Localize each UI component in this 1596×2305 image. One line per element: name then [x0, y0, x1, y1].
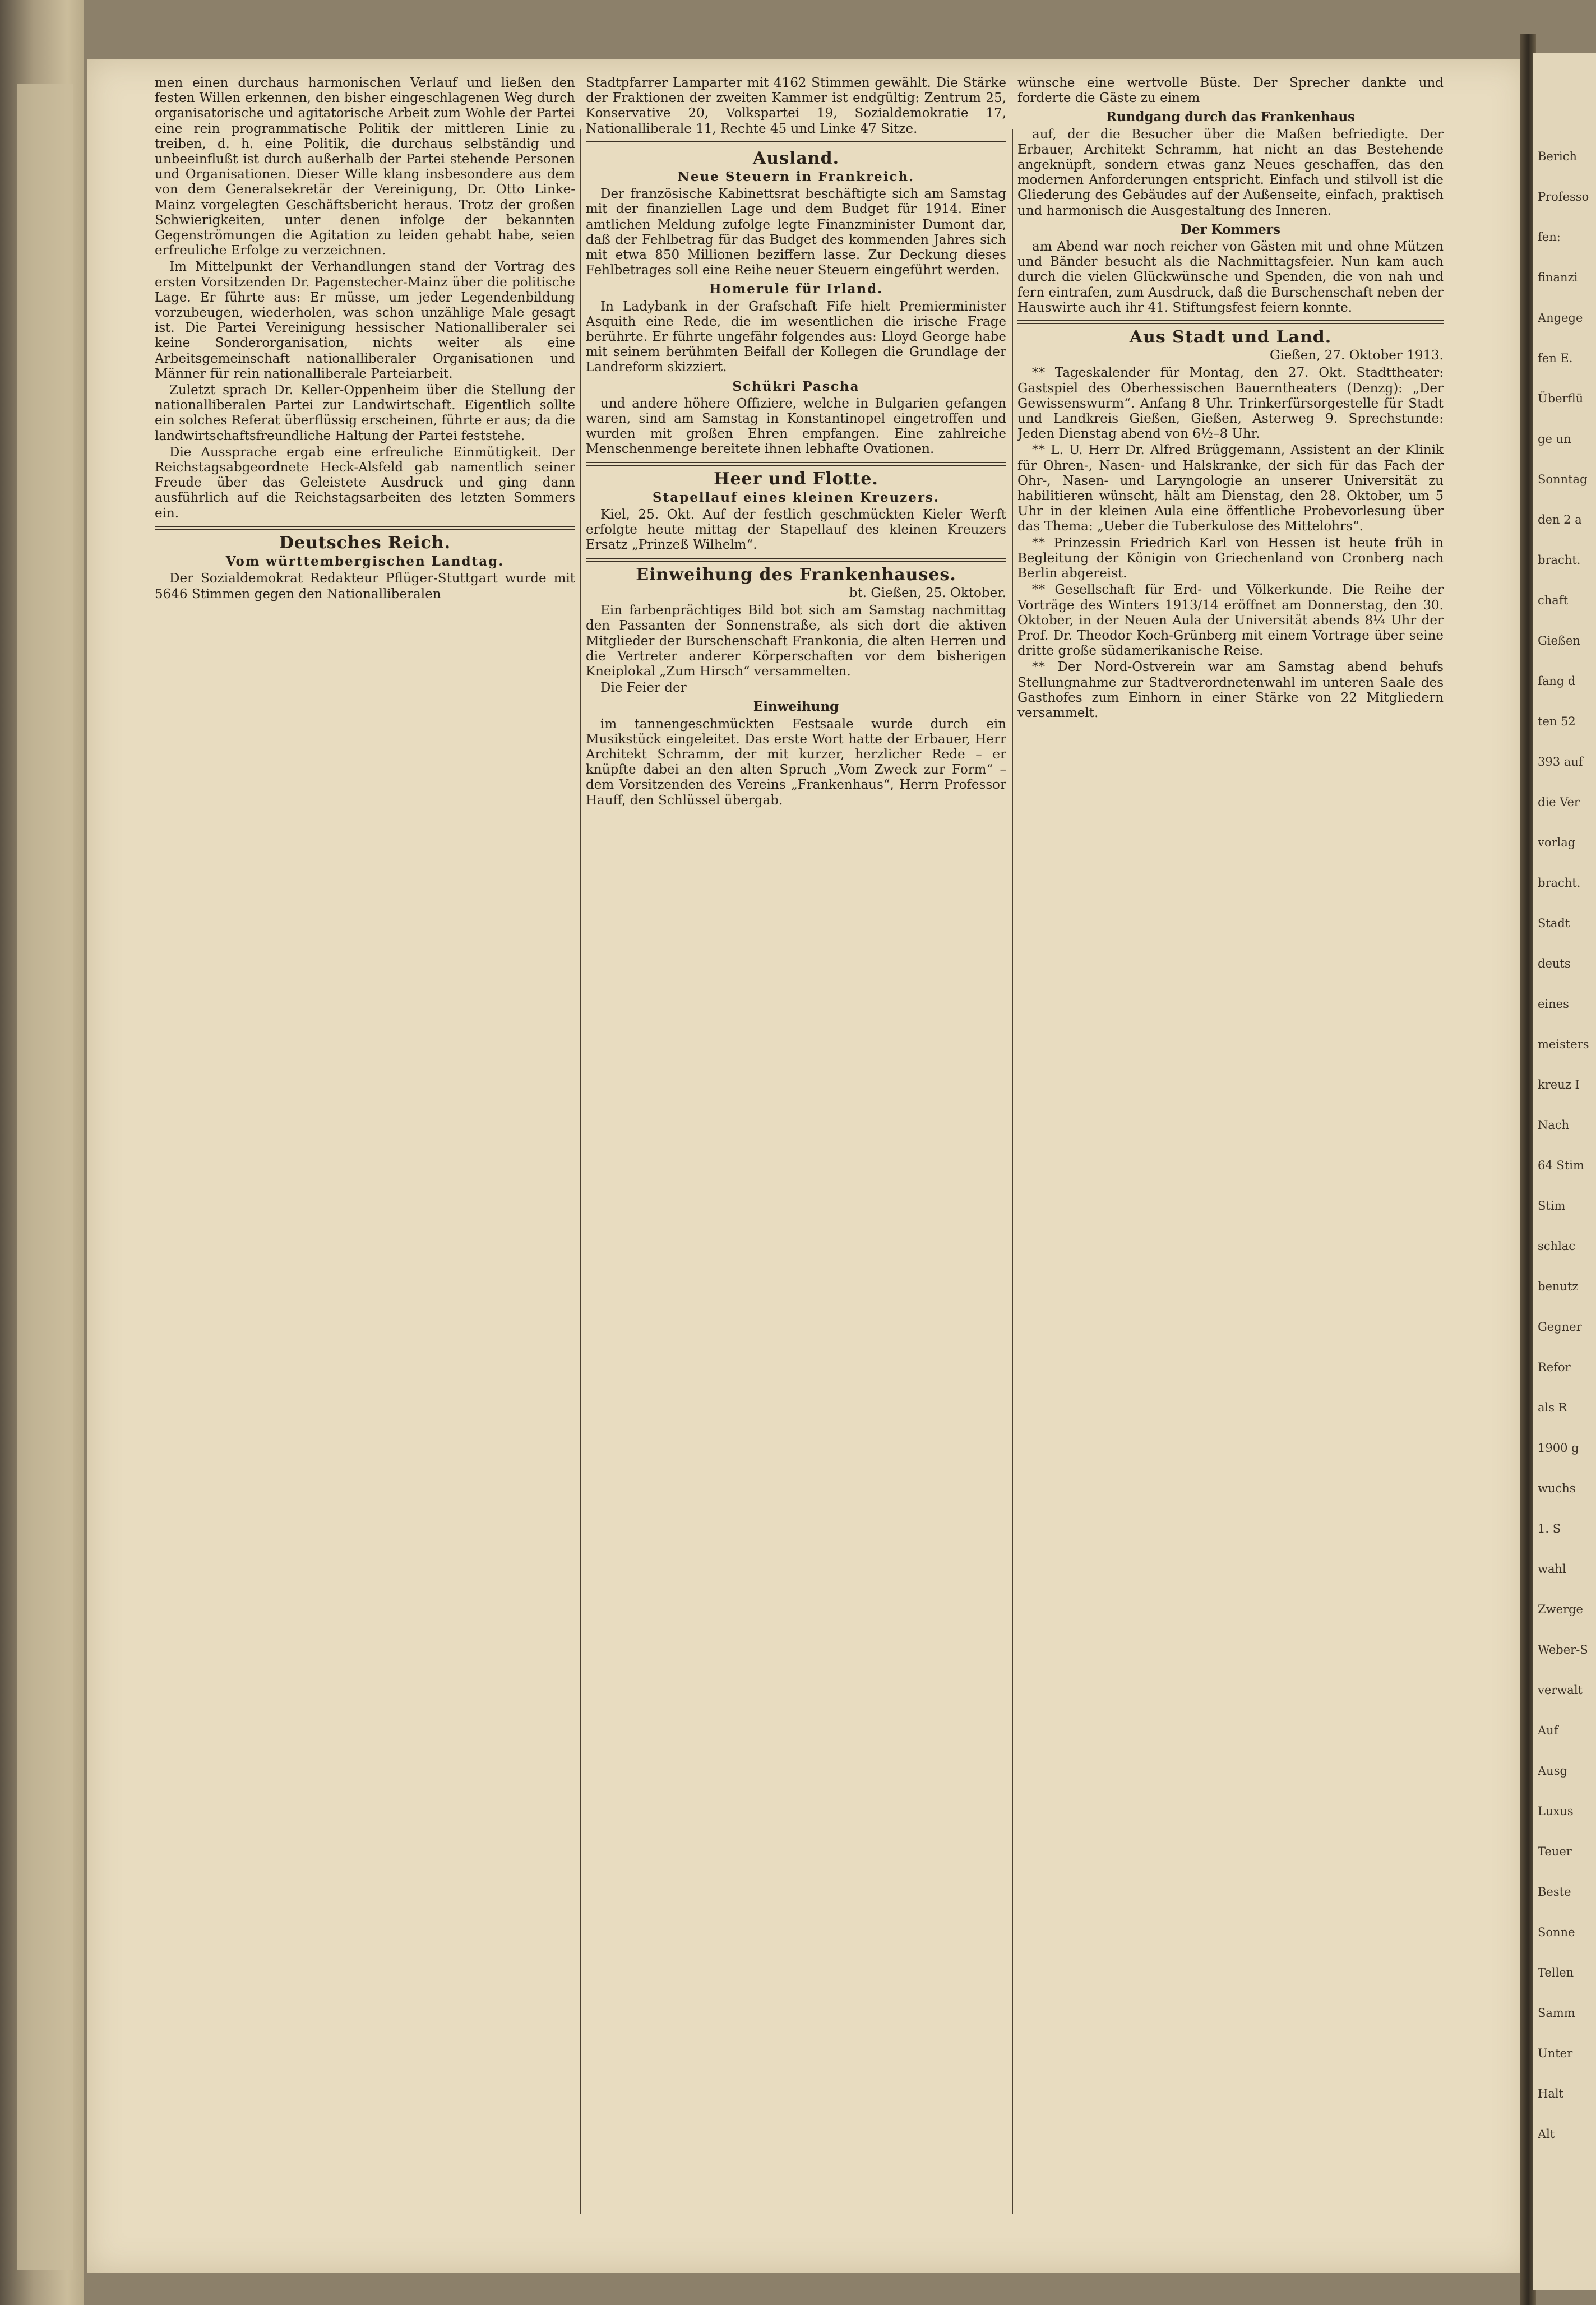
col1-para-1: men einen durchaus harmonischen Verlauf und ließen den festen Willen erkennen, den bisher eingeschlagenen Weg durch organisatorische und agitatorische Arbeit zum Wohle der Partei eine rein programmatische Politik der mittleren Linie zu treiben, d. h. eine Politik, die durchaus selbständig und unbeeinflußt ist durch außerhalb der Partei stehende Personen und Organisationen. Dieser Wille klang insbesondere aus dem von dem Generalsekretär der Vereinigung, Dr. Otto Linke-Mainz vorgelegten Geschäftsbericht heraus. Trotz der großen Schwierigkeiten, unter denen infolge der bekannten Gegenströmungen die Agitation zu leiden gehabt habe, seien erfreuliche Erfolge zu verzeichnen. — [155, 76, 575, 258]
fragment-line: Unter — [1538, 2047, 1573, 2060]
section-heading-frankenhaus: Einweihung des Frankenhauses. — [636, 564, 956, 585]
fragment-line: Angege — [1538, 311, 1583, 325]
fragment-line: ten 52 — [1538, 715, 1576, 728]
fragment-line: fen: — [1538, 230, 1561, 244]
col3-stadt-para-2: ** L. U. Herr Dr. Alfred Brüggemann, Assistent an der Klinik für Ohren-, Nasen- und Halskranke, der sich für das Fach der Ohr-, Nasen- und Laryngologie an unserer Universität zu habilitieren wünscht, hält am Dienstag, den 28. Oktober, um 5 Uhr in der kleinen Aula eine öffentliche Probevorlesung über das Thema: „Ueber die Tuberkulose des Mittelohrs“. — [1017, 443, 1444, 534]
fragment-line: ge un — [1538, 432, 1571, 446]
col2-irland-para: In Ladybank in der Grafschaft Fife hielt Premierminister Asquith eine Rede, die im wesentlichen die irische Frage berührte. Er führte ungefähr folgendes aus: Lloyd George habe mit seinem berühmten Beifall der Kollegen die Grundlage der Landreform skizziert. — [586, 299, 1006, 375]
fragment-line: Ausg — [1538, 1764, 1567, 1778]
fragment-line: Luxus — [1538, 1804, 1574, 1818]
col2-ausland-para: Der französische Kabinettsrat beschäftigte sich am Samstag mit der finanziellen Lage und dem Budget für 1914. Einer amtlichen Meldung zufolge legte Finanzminister Dumont dar, daß der Fehlbetrag für das Budget des kommenden Jahres sich mit etwa 850 Millionen beziffern lasse. Zur Deckung dieses Fehlbetrages soll eine Reihe neuer Steuern eingeführt werden. — [586, 187, 1006, 278]
subheading-irland: Homerule für Irland. — [709, 281, 883, 297]
subheading-rundgang: Rundgang durch das Frankenhaus — [1105, 109, 1356, 125]
fragment-line: Überflü — [1538, 392, 1584, 405]
fragment-line: benutz — [1538, 1280, 1579, 1293]
fragment-line: Refor — [1538, 1360, 1571, 1374]
fragment-line: vorlag — [1538, 836, 1576, 849]
fragment-line: Gießen — [1538, 634, 1580, 647]
col2-para-1: Stadtpfarrer Lamparter mit 4162 Stimmen gewählt. Die Stärke der Fraktionen der zweiten Kammer ist endgültig: Zentrum 25, Konservative 20, Volkspartei 19, Sozialdemokratie 17, Nationalliberale 11, Rechte 45 und Linke 47 Sitze. — [586, 76, 1006, 136]
fragment-line: Nach — [1538, 1118, 1570, 1132]
section-heading-heer: Heer und Flotte. — [714, 469, 878, 489]
fragment-line: eines — [1538, 997, 1569, 1011]
col1-para-2: Im Mittelpunkt der Verhandlungen stand der Vortrag des ersten Vorsitzenden Dr. Pagenstecher-Mainz über die politische Lage. Er führte aus: Er müsse, um jeder Legendenbildung vorzubeugen, wiederholen, was schon unzählige Male gesagt ist. Die Partei Vereinigung hessischer Nationalliberaler sei keine Sonderorganisation, nichts weiter als eine Arbeitsgemeinschaft nationalliberaler Organisationen und Männer für rein nationalliberale Parteiarbeit. — [155, 260, 575, 381]
fragment-line: Beste — [1538, 1885, 1571, 1899]
col3-stadt-para-1: ** Tageskalender für Montag, den 27. Okt. Stadttheater: Gastspiel des Oberhessischen Bauerntheaters (Denzg): „Der Gewissenswurm“. Anfang 8 Uhr. Trinkerfürsorgestelle für Stadt und Landkreis Gießen, Gießen, Asterweg 9. Sprechstunde: Jeden Dienstag abend von 6½–8 Uhr. — [1017, 365, 1444, 442]
col3-stadt-para-5: ** Der Nord-Ostverein war am Samstag abend behufs Stellungnahme zur Stadtverordnetenwahl im unteren Saale des Gasthofes zum Einhorn in einer Stärke von 22 Mitgliedern versammelt. — [1017, 660, 1444, 720]
col2-fh-feier: Die Feier der — [600, 681, 687, 696]
fragment-line: fang d — [1538, 674, 1576, 688]
subheading-kommers: Der Kommers — [1181, 221, 1280, 237]
fragment-line: Weber-S — [1538, 1643, 1588, 1656]
subheading-steuern: Neue Steuern in Frankreich. — [677, 169, 915, 185]
subheading-landtag: Vom württembergischen Landtag. — [225, 554, 505, 570]
fragment-line: den 2 a — [1538, 513, 1582, 526]
fragment-line: Teuer — [1538, 1845, 1572, 1858]
fragment-line: bracht. — [1538, 553, 1581, 567]
col3-stadt-para-3: ** Prinzessin Friedrich Karl von Hessen ist heute früh in Begleitung der Königin von Griechenland von Cronberg nach Berlin abgereist. — [1017, 535, 1444, 581]
fragment-line: die Ver — [1538, 795, 1580, 809]
fragment-line: Stim — [1538, 1199, 1566, 1212]
fragment-line: als R — [1538, 1401, 1567, 1414]
dateline-frankenhaus: bt. Gießen, 25. Oktober. — [849, 585, 1006, 600]
fragment-line: Sonntag — [1538, 473, 1588, 486]
fragment-line: Tellen — [1538, 1966, 1574, 1979]
next-page-fragments — [1538, 149, 1594, 2223]
fragment-line: Professo — [1538, 190, 1589, 203]
fragment-line: 1900 g — [1538, 1441, 1579, 1455]
fragment-line: 393 auf — [1538, 755, 1583, 769]
column-rule-1 — [580, 129, 581, 2214]
section-heading-reich: Deutsches Reich. — [279, 533, 451, 553]
col1-para-3: Zuletzt sprach Dr. Keller-Oppenheim über die Stellung der nationalliberalen Partei zur Landwirtschaft. Eigentlich sollte ein solches Referat überflüssig erscheinen, führte er aus; da die landwirtschaftsfreundliche Haltung der Partei feststehe. — [155, 383, 575, 443]
col1-para-4: Die Aussprache ergab eine erfreuliche Einmütigkeit. Der Reichstagsabgeordnete Heck-Alsfeld gab namentlich seiner Freude über das Geleistete Ausdruck und ging dann ausführlich auf die Reichstagsarbeiten des letzten Sommers ein. — [155, 445, 575, 521]
col3-para-1: wünsche eine wertvolle Büste. Der Sprecher dankte und forderte die Gäste zu einem — [1017, 76, 1444, 106]
fragment-line: finanzi — [1538, 271, 1578, 284]
col2-fh-para-1: Ein farbenprächtiges Bild bot sich am Samstag nachmittag den Passanten der Sonnenstraße, als sich dort die aktiven Mitglieder der Burschenschaft Frankonia, die alten Herren und die Vertreter anderer Körperschaften vor dem bisherigen Kneiplokal „Zum Hirsch“ versammelten. — [586, 603, 1006, 679]
divider — [155, 526, 575, 530]
col2-pascha-para: und andere höhere Offiziere, welche in Bulgarien gefangen waren, sind am Samstag in Konstantinopel eingetroffen und wurden mit großen Ehren empfangen. Eine zahlreiche Menschenmenge bereitete ihnen lebhafte Ovationen. — [586, 396, 1006, 457]
fragment-line: fen E. — [1538, 351, 1573, 365]
column-2 — [586, 76, 1006, 2217]
subheading-einweihung: Einweihung — [753, 699, 839, 715]
fragment-line: chaft — [1538, 594, 1569, 607]
divider — [1017, 320, 1444, 324]
fragment-line: bracht. — [1538, 876, 1581, 890]
previous-page-strip — [17, 84, 73, 2270]
section-heading-ausland: Ausland. — [752, 148, 840, 168]
fragment-line: meisters — [1538, 1038, 1589, 1051]
fragment-line: kreuz I — [1538, 1078, 1580, 1091]
fragment-line: schlac — [1538, 1239, 1576, 1253]
fragment-line: Halt — [1538, 2087, 1563, 2100]
col3-rund-para: auf, der die Besucher über die Maßen befriedigte. Der Erbauer, Architekt Schramm, hat nicht an das Bestehende angeknüpft, sondern etwas ganz Neues geschaffen, das den modernen Anforderungen entspricht. Einfach und stilvoll ist die Gliederung des Gebäudes auf der Außenseite, einfach, praktisch und harmonisch die Ausgestaltung des Inneren. — [1017, 127, 1444, 218]
fragment-line: Zwerge — [1538, 1603, 1583, 1616]
fragment-line: wahl — [1538, 1562, 1566, 1576]
fragment-line: Auf — [1538, 1724, 1558, 1737]
fragment-line: Samm — [1538, 2006, 1575, 2020]
fragment-line: Alt — [1538, 2127, 1555, 2141]
column-rule-2 — [1012, 129, 1013, 2214]
fragment-line: Sonne — [1538, 1926, 1575, 1939]
fragment-line: wuchs — [1538, 1482, 1576, 1495]
section-heading-stadt: Aus Stadt und Land. — [1129, 327, 1332, 348]
fragment-line: verwalt — [1538, 1683, 1583, 1697]
col2-heer-para: Kiel, 25. Okt. Auf der festlich geschmückten Kieler Werft erfolgte heute mittag der Stapellauf des kleinen Kreuzers Ersatz „Prinzeß Wilhelm“. — [586, 507, 1006, 553]
fragment-line: Berich — [1538, 150, 1577, 163]
next-page-edge — [1533, 53, 1596, 2290]
column-1 — [155, 76, 575, 2217]
dateline-stadt: Gießen, 27. Oktober 1913. — [1269, 348, 1444, 363]
fragment-line: 64 Stim — [1538, 1159, 1584, 1172]
col2-fh-para-2: im tannengeschmückten Festsaale wurde durch ein Musikstück eingeleitet. Das erste Wort hatte der Erbauer, Herr Architekt Schramm, der mit kurzer, herzlicher Rede – er knüpfte dabei an den alten Spruch „Vom Zweck zur Form“ – dem Vorsitzenden des Vereins „Frankenhaus“, Herrn Professor Hauff, den Schlüssel übergab. — [586, 716, 1006, 808]
subheading-kreuzer: Stapellauf eines kleinen Kreuzers. — [653, 489, 940, 505]
fragment-line: Stadt — [1538, 917, 1570, 930]
divider — [586, 558, 1006, 562]
divider — [586, 462, 1006, 466]
divider — [586, 141, 1006, 145]
subheading-pascha: Schükri Pascha — [732, 378, 860, 394]
col3-stadt-para-4: ** Gesellschaft für Erd- und Völkerkunde. Die Reihe der Vorträge des Winters 1913/14 eröffnet am Donnerstag, den 30. Oktober, in der Neuen Aula der Universität abends 8¼ Uhr der Prof. Dr. Theodor Koch-Grünberg mit einem Vortrage über seine dritte große südamerikanische Reise. — [1017, 582, 1444, 659]
fragment-line: deuts — [1538, 957, 1571, 970]
col1-reich-para: Der Sozialdemokrat Redakteur Pflüger-Stuttgart wurde mit 5646 Stimmen gegen den Nationalliberalen — [155, 571, 575, 601]
col3-kommers-para: am Abend war noch reicher von Gästen mit und ohne Mützen und Bänder besucht als die Nachmittagsfeier. Nun kam auch durch die vielen Glückwünsche und Spenden, die von nah und fern eintrafen, zum Ausdruck, daß die Burschenschaft neben der Hauswirte auch ihr 41. Stiftungsfest feiern konnte. — [1017, 239, 1444, 315]
fragment-line: 1. S — [1538, 1522, 1561, 1535]
fragment-line: Gegner — [1538, 1320, 1582, 1334]
column-3 — [1017, 76, 1444, 2217]
